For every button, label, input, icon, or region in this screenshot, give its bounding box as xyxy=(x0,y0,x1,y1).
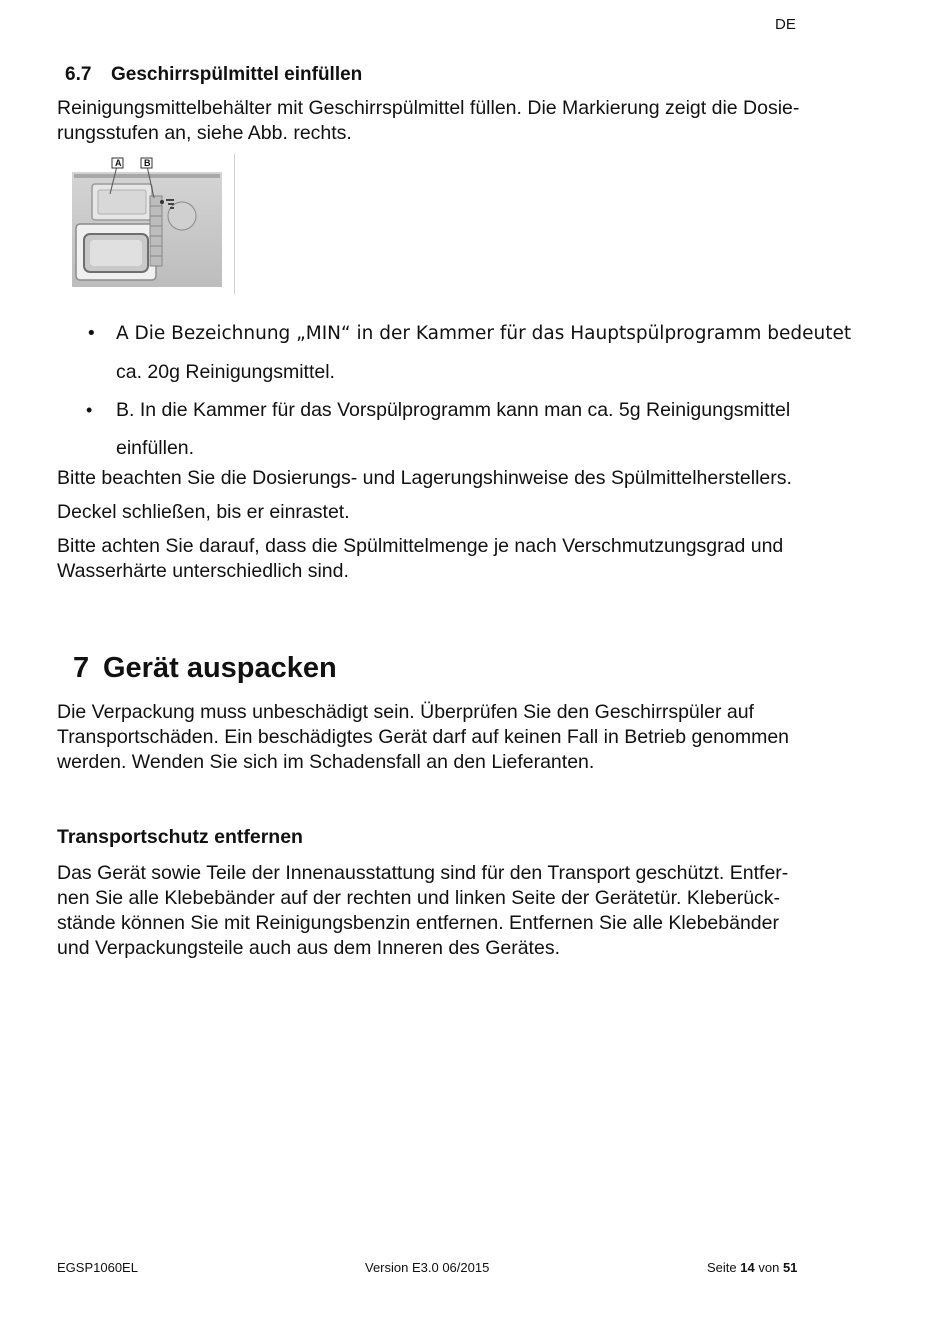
figure-label-b: B xyxy=(144,158,151,168)
bullet-text: B. In die Kammer für das Vorspülprogramm kann man ca. 5g Reinigungsmittel xyxy=(116,399,791,421)
paragraph-line: nen Sie alle Klebebänder auf der rechten und linken Seite der Gerätetür. Kleberück- xyxy=(57,887,781,909)
paragraph-line: Die Verpackung muss unbeschädigt sein. Überprüfen Sie den Geschirrspüler auf xyxy=(57,701,754,723)
dispenser-illustration xyxy=(70,154,234,294)
note-line: Bitte achten Sie darauf, dass die Spülmittelmenge je nach Verschmutzungsgrad und xyxy=(57,535,784,557)
page-separator: von xyxy=(758,1260,780,1275)
chapter-number: 7 xyxy=(73,652,90,684)
note-line: Wasserhärte unterschiedlich sind. xyxy=(57,560,349,582)
intro-paragraph xyxy=(57,96,877,146)
figure-divider xyxy=(234,154,235,294)
list-item xyxy=(86,391,876,467)
footer-model: EGSP1060EL xyxy=(57,1260,138,1275)
bullet-icon: • xyxy=(86,400,93,420)
transport-protection-paragraph xyxy=(57,861,897,961)
chapter-title: Gerät auspacken xyxy=(103,652,337,684)
bullet-text: A Die Bezeichnung „MIN“ in der Kammer für das Hauptspülprogramm bedeutet xyxy=(116,323,852,344)
note-paragraph xyxy=(57,534,897,584)
bullet-text: einfüllen. xyxy=(116,437,195,459)
paragraph-line: Transportschäden. Ein beschädigtes Gerät darf auf keinen Fall in Betrieb genommen xyxy=(57,726,790,748)
page-total: 51 xyxy=(782,1260,798,1275)
note-paragraph: Bitte beachten Sie die Dosierungs- und Lagerungshinweise des Spülmittelherstellers. xyxy=(57,467,792,489)
paragraph-line: Das Gerät sowie Teile der Innenausstattung sind für den Transport geschützt. Entfer- xyxy=(57,862,789,884)
footer-page-number xyxy=(707,1260,797,1275)
list-item xyxy=(86,315,876,391)
section-number: 6.7 xyxy=(65,64,92,85)
paragraph-line: und Verpackungsteile auch aus dem Inneren des Gerätes. xyxy=(57,937,560,959)
paragraph-line: stände können Sie mit Reinigungsbenzin entfernen. Entfernen Sie alle Klebebänder xyxy=(57,912,779,934)
paragraph-line: werden. Wenden Sie sich im Schadensfall an den Lieferanten. xyxy=(57,751,595,773)
page-prefix: Seite xyxy=(707,1260,737,1275)
subsection-heading: Transportschutz entfernen xyxy=(57,826,303,848)
chapter-heading-7 xyxy=(73,652,337,685)
section-heading-6-7 xyxy=(65,64,362,86)
unpacking-paragraph xyxy=(57,700,897,775)
note-paragraph: Deckel schließen, bis er einrastet. xyxy=(57,501,350,523)
section-title: Geschirrspülmittel einfüllen xyxy=(111,64,363,85)
detergent-dispenser-image xyxy=(70,154,236,294)
language-code: DE xyxy=(775,16,796,33)
page-current: 14 xyxy=(740,1260,755,1275)
bullet-text: ca. 20g Reinigungsmittel. xyxy=(116,361,335,383)
bullet-icon: • xyxy=(86,323,97,344)
intro-line: Reinigungsmittelbehälter mit Geschirrspülmittel füllen. Die Markierung zeigt die Dosie- xyxy=(57,97,800,119)
figure-label-a: A xyxy=(115,158,122,168)
intro-line: rungsstufen an, siehe Abb. rechts. xyxy=(57,122,352,144)
bullet-list xyxy=(86,315,876,467)
footer-version: Version E3.0 06/2015 xyxy=(365,1260,490,1275)
